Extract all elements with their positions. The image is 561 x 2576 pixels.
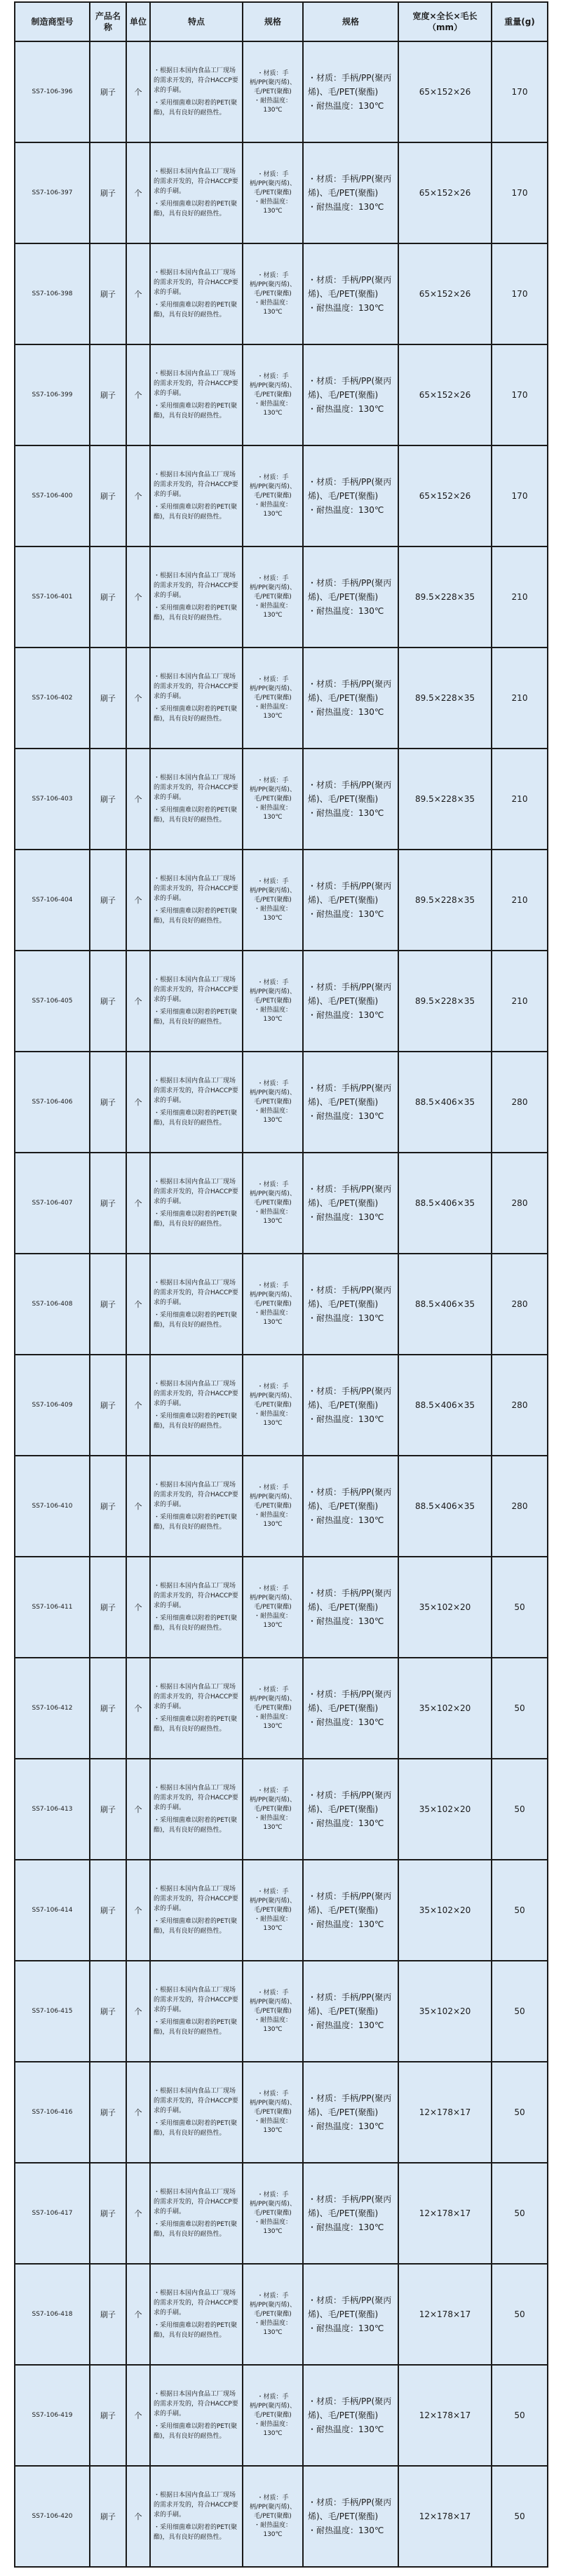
cell-features [150, 1456, 243, 1557]
cell-material: ・材质：手柄/PP(聚丙烯)、毛/PET(聚酯) ・耐热温度：130℃ [303, 546, 398, 648]
cell-features [150, 2163, 243, 2264]
cell-model-code: SS7-106-399 [15, 344, 90, 445]
cell-unit: 个 [126, 1355, 150, 1456]
cell-model-code: SS7-106-413 [15, 1759, 90, 1860]
table-row [15, 445, 548, 546]
cell-spec: ・材质：手柄/PP(聚丙烯)、毛/PET(聚酯) ・耐热温度：130℃ [243, 2163, 303, 2264]
cell-weight: 280 [492, 1456, 548, 1557]
cell-material: ・材质：手柄/PP(聚丙烯)、毛/PET(聚酯) ・耐热温度：130℃ [303, 1456, 398, 1557]
header-features: 特点 [150, 2, 243, 41]
table-row [15, 1355, 548, 1456]
cell-model-code: SS7-106-405 [15, 951, 90, 1052]
feature-haccp-text: ・根据日本国内食品工厂现场的需求开发的，符合HACCP要求的手刷。 [154, 2189, 238, 2215]
cell-product-name: 刷子 [90, 1860, 126, 1961]
cell-spec: ・材质：手柄/PP(聚丙烯)、毛/PET(聚酯) ・耐热温度：130℃ [243, 1153, 303, 1254]
cell-unit: 个 [126, 1456, 150, 1557]
cell-material: ・材质：手柄/PP(聚丙烯)、毛/PET(聚酯) ・耐热温度：130℃ [303, 243, 398, 344]
cell-product-name: 刷子 [90, 445, 126, 546]
header-dimensions: 宽度×全长×毛长（mm） [398, 2, 492, 41]
feature-haccp-text: ・根据日本国内食品工厂现场的需求开发的，符合HACCP要求的手刷。 [154, 2391, 238, 2417]
cell-material: ・材质：手柄/PP(聚丙烯)、毛/PET(聚酯) ・耐热温度：130℃ [303, 1052, 398, 1153]
cell-dimensions: 12×178×17 [398, 2062, 492, 2163]
table-row [15, 2062, 548, 2163]
cell-spec: ・材质：手柄/PP(聚丙烯)、毛/PET(聚酯) ・耐热温度：130℃ [243, 1658, 303, 1759]
cell-unit: 个 [126, 1557, 150, 1658]
cell-model-code: SS7-106-402 [15, 648, 90, 749]
cell-material: ・材质：手柄/PP(聚丙烯)、毛/PET(聚酯) ・耐热温度：130℃ [303, 1355, 398, 1456]
feature-pet-text: ・采用细菌难以附着的PET(聚酯)，具有良好的耐热性。 [154, 1615, 238, 1632]
cell-spec: ・材质：手柄/PP(聚丙烯)、毛/PET(聚酯) ・耐热温度：130℃ [243, 1254, 303, 1355]
cell-weight: 280 [492, 1153, 548, 1254]
cell-model-code: SS7-106-406 [15, 1052, 90, 1153]
table-row [15, 1961, 548, 2062]
feature-haccp-text: ・根据日本国内食品工厂现场的需求开发的，符合HACCP要求的手刷。 [154, 1583, 238, 1609]
cell-unit: 个 [126, 850, 150, 951]
cell-material: ・材质：手柄/PP(聚丙烯)、毛/PET(聚酯) ・耐热温度：130℃ [303, 2062, 398, 2163]
cell-weight: 210 [492, 850, 548, 951]
cell-features [150, 2466, 243, 2567]
cell-dimensions: 88.5×406×35 [398, 1153, 492, 1254]
table-body [15, 41, 548, 2567]
cell-spec: ・材质：手柄/PP(聚丙烯)、毛/PET(聚酯) ・耐热温度：130℃ [243, 344, 303, 445]
cell-model-code: SS7-106-416 [15, 2062, 90, 2163]
cell-model-code: SS7-106-407 [15, 1153, 90, 1254]
cell-spec: ・材质：手柄/PP(聚丙烯)、毛/PET(聚酯) ・耐热温度：130℃ [243, 2062, 303, 2163]
cell-model-code: SS7-106-398 [15, 243, 90, 344]
cell-dimensions: 35×102×20 [398, 1961, 492, 2062]
cell-unit: 个 [126, 344, 150, 445]
feature-pet-text: ・采用细菌难以附着的PET(聚酯)，具有良好的耐热性。 [154, 1817, 238, 1834]
table-row [15, 749, 548, 850]
cell-unit: 个 [126, 546, 150, 648]
cell-features [150, 1658, 243, 1759]
cell-unit: 个 [126, 2163, 150, 2264]
cell-model-code: SS7-106-411 [15, 1557, 90, 1658]
cell-spec: ・材质：手柄/PP(聚丙烯)、毛/PET(聚酯) ・耐热温度：130℃ [243, 1557, 303, 1658]
cell-spec: ・材质：手柄/PP(聚丙烯)、毛/PET(聚酯) ・耐热温度：130℃ [243, 546, 303, 648]
cell-material: ・材质：手柄/PP(聚丙烯)、毛/PET(聚酯) ・耐热温度：130℃ [303, 2466, 398, 2567]
feature-pet-text: ・采用细菌难以附着的PET(聚酯)，具有良好的耐热性。 [154, 1211, 238, 1228]
cell-dimensions: 12×178×17 [398, 2365, 492, 2466]
feature-haccp-text: ・根据日本国内食品工厂现场的需求开发的，符合HACCP要求的手刷。 [154, 1280, 238, 1306]
feature-pet-text: ・采用细菌难以附着的PET(聚酯)，具有良好的耐热性。 [154, 1110, 238, 1127]
table-row [15, 1658, 548, 1759]
cell-weight: 50 [492, 1658, 548, 1759]
cell-product-name: 刷子 [90, 2365, 126, 2466]
cell-material: ・材质：手柄/PP(聚丙烯)、毛/PET(聚酯) ・耐热温度：130℃ [303, 1658, 398, 1759]
cell-weight: 50 [492, 1860, 548, 1961]
feature-pet-text: ・采用细菌难以附着的PET(聚酯)，具有良好的耐热性。 [154, 302, 238, 318]
cell-unit: 个 [126, 749, 150, 850]
cell-features [150, 243, 243, 344]
cell-spec: ・材质：手柄/PP(聚丙烯)、毛/PET(聚酯) ・耐热温度：130℃ [243, 41, 303, 142]
cell-unit: 个 [126, 648, 150, 749]
cell-product-name: 刷子 [90, 2163, 126, 2264]
cell-dimensions: 12×178×17 [398, 2466, 492, 2567]
cell-material: ・材质：手柄/PP(聚丙烯)、毛/PET(聚酯) ・耐热温度：130℃ [303, 1557, 398, 1658]
cell-spec: ・材质：手柄/PP(聚丙烯)、毛/PET(聚酯) ・耐热温度：130℃ [243, 445, 303, 546]
feature-haccp-text: ・根据日本国内食品工厂现场的需求开发的，符合HACCP要求的手刷。 [154, 2492, 238, 2518]
cell-weight: 280 [492, 1355, 548, 1456]
feature-pet-text: ・采用细菌难以附着的PET(聚酯)，具有良好的耐热性。 [154, 2120, 238, 2137]
feature-pet-text: ・采用细菌难以附着的PET(聚酯)，具有良好的耐热性。 [154, 2221, 238, 2238]
feature-haccp-text: ・根据日本国内食品工厂现场的需求开发的，符合HACCP要求的手刷。 [154, 471, 238, 498]
cell-product-name: 刷子 [90, 2264, 126, 2365]
cell-product-name: 刷子 [90, 951, 126, 1052]
cell-dimensions: 35×102×20 [398, 1557, 492, 1658]
cell-dimensions: 35×102×20 [398, 1759, 492, 1860]
feature-pet-text: ・采用细菌难以附着的PET(聚酯)，具有良好的耐热性。 [154, 504, 238, 521]
cell-product-name: 刷子 [90, 850, 126, 951]
cell-material: ・材质：手柄/PP(聚丙烯)、毛/PET(聚酯) ・耐热温度：130℃ [303, 2264, 398, 2365]
feature-haccp-text: ・根据日本国内食品工厂现场的需求开发的，符合HACCP要求的手刷。 [154, 370, 238, 397]
cell-dimensions: 65×152×26 [398, 445, 492, 546]
cell-spec: ・材质：手柄/PP(聚丙烯)、毛/PET(聚酯) ・耐热温度：130℃ [243, 2466, 303, 2567]
cell-product-name: 刷子 [90, 243, 126, 344]
feature-pet-text: ・采用细菌难以附着的PET(聚酯)，具有良好的耐热性。 [154, 706, 238, 723]
feature-haccp-text: ・根据日本国内食品工厂现场的需求开发的，符合HACCP要求的手刷。 [154, 2290, 238, 2316]
table-row [15, 1153, 548, 1254]
cell-material: ・材质：手柄/PP(聚丙烯)、毛/PET(聚酯) ・耐热温度：130℃ [303, 41, 398, 142]
cell-product-name: 刷子 [90, 1153, 126, 1254]
table-row [15, 41, 548, 142]
cell-material: ・材质：手柄/PP(聚丙烯)、毛/PET(聚酯) ・耐热温度：130℃ [303, 1961, 398, 2062]
cell-weight: 210 [492, 648, 548, 749]
cell-material: ・材质：手柄/PP(聚丙烯)、毛/PET(聚酯) ・耐热温度：130℃ [303, 1153, 398, 1254]
cell-spec: ・材质：手柄/PP(聚丙烯)、毛/PET(聚酯) ・耐热温度：130℃ [243, 1355, 303, 1456]
table-row [15, 344, 548, 445]
table-row [15, 1860, 548, 1961]
cell-spec: ・材质：手柄/PP(聚丙烯)、毛/PET(聚酯) ・耐热温度：130℃ [243, 2365, 303, 2466]
cell-product-name: 刷子 [90, 1052, 126, 1153]
table-row [15, 1456, 548, 1557]
feature-pet-text: ・采用细菌难以附着的PET(聚酯)，具有良好的耐热性。 [154, 1918, 238, 1935]
cell-model-code: SS7-106-412 [15, 1658, 90, 1759]
cell-features [150, 648, 243, 749]
cell-spec: ・材质：手柄/PP(聚丙烯)、毛/PET(聚酯) ・耐热温度：130℃ [243, 951, 303, 1052]
feature-haccp-text: ・根据日本国内食品工厂现场的需求开发的，符合HACCP要求的手刷。 [154, 1381, 238, 1407]
feature-haccp-text: ・根据日本国内食品工厂现场的需求开发的，符合HACCP要求的手刷。 [154, 1886, 238, 1912]
cell-material: ・材质：手柄/PP(聚丙烯)、毛/PET(聚酯) ・耐热温度：130℃ [303, 749, 398, 850]
cell-model-code: SS7-106-415 [15, 1961, 90, 2062]
cell-weight: 170 [492, 344, 548, 445]
feature-pet-text: ・采用细菌难以附着的PET(聚酯)，具有良好的耐热性。 [154, 807, 238, 824]
cell-product-name: 刷子 [90, 2062, 126, 2163]
cell-model-code: SS7-106-408 [15, 1254, 90, 1355]
cell-features [150, 1052, 243, 1153]
cell-unit: 个 [126, 1052, 150, 1153]
cell-unit: 个 [126, 1153, 150, 1254]
cell-features [150, 749, 243, 850]
feature-haccp-text: ・根据日本国内食品工厂现场的需求开发的，符合HACCP要求的手刷。 [154, 977, 238, 1003]
cell-features [150, 951, 243, 1052]
table-header-row [15, 2, 548, 41]
cell-product-name: 刷子 [90, 1456, 126, 1557]
feature-haccp-text: ・根据日本国内食品工厂现场的需求开发的，符合HACCP要求的手刷。 [154, 269, 238, 296]
cell-model-code: SS7-106-396 [15, 41, 90, 142]
feature-pet-text: ・采用细菌难以附着的PET(聚酯)，具有良好的耐热性。 [154, 2322, 238, 2339]
cell-model-code: SS7-106-420 [15, 2466, 90, 2567]
cell-model-code: SS7-106-397 [15, 142, 90, 243]
table-row [15, 648, 548, 749]
table-row [15, 850, 548, 951]
cell-material: ・材质：手柄/PP(聚丙烯)、毛/PET(聚酯) ・耐热温度：130℃ [303, 951, 398, 1052]
cell-product-name: 刷子 [90, 1658, 126, 1759]
cell-product-name: 刷子 [90, 1355, 126, 1456]
cell-model-code: SS7-106-417 [15, 2163, 90, 2264]
feature-pet-text: ・采用细菌难以附着的PET(聚酯)，具有良好的耐热性。 [154, 2019, 238, 2036]
cell-spec: ・材质：手柄/PP(聚丙烯)、毛/PET(聚酯) ・耐热温度：130℃ [243, 142, 303, 243]
cell-features [150, 546, 243, 648]
feature-pet-text: ・采用细菌难以附着的PET(聚酯)，具有良好的耐热性。 [154, 403, 238, 420]
cell-features [150, 445, 243, 546]
cell-weight: 170 [492, 445, 548, 546]
header-unit: 单位 [126, 2, 150, 41]
cell-unit: 个 [126, 1759, 150, 1860]
feature-pet-text: ・采用细菌难以附着的PET(聚酯)，具有良好的耐热性。 [154, 1009, 238, 1026]
feature-haccp-text: ・根据日本国内食品工厂现场的需求开发的，符合HACCP要求的手刷。 [154, 1785, 238, 1811]
cell-product-name: 刷子 [90, 1961, 126, 2062]
table-row [15, 2163, 548, 2264]
cell-weight: 50 [492, 1961, 548, 2062]
cell-dimensions: 65×152×26 [398, 41, 492, 142]
feature-haccp-text: ・根据日本国内食品工厂现场的需求开发的，符合HACCP要求的手刷。 [154, 1987, 238, 2013]
cell-dimensions: 89.5×228×35 [398, 951, 492, 1052]
feature-haccp-text: ・根据日本国内食品工厂现场的需求开发的，符合HACCP要求的手刷。 [154, 67, 238, 94]
cell-weight: 210 [492, 546, 548, 648]
cell-dimensions: 89.5×228×35 [398, 749, 492, 850]
cell-spec: ・材质：手柄/PP(聚丙烯)、毛/PET(聚酯) ・耐热温度：130℃ [243, 850, 303, 951]
cell-dimensions: 89.5×228×35 [398, 546, 492, 648]
cell-dimensions: 65×152×26 [398, 344, 492, 445]
cell-product-name: 刷子 [90, 344, 126, 445]
cell-spec: ・材质：手柄/PP(聚丙烯)、毛/PET(聚酯) ・耐热温度：130℃ [243, 648, 303, 749]
cell-unit: 个 [126, 243, 150, 344]
cell-spec: ・材质：手柄/PP(聚丙烯)、毛/PET(聚酯) ・耐热温度：130℃ [243, 243, 303, 344]
feature-haccp-text: ・根据日本国内食品工厂现场的需求开发的，符合HACCP要求的手刷。 [154, 1684, 238, 1710]
cell-weight: 50 [492, 2062, 548, 2163]
cell-dimensions: 89.5×228×35 [398, 648, 492, 749]
feature-pet-text: ・采用细菌难以附着的PET(聚酯)，具有良好的耐热性。 [154, 605, 238, 622]
cell-dimensions: 12×178×17 [398, 2163, 492, 2264]
cell-spec: ・材质：手柄/PP(聚丙烯)、毛/PET(聚酯) ・耐热温度：130℃ [243, 749, 303, 850]
cell-features [150, 344, 243, 445]
cell-unit: 个 [126, 2365, 150, 2466]
cell-spec: ・材质：手柄/PP(聚丙烯)、毛/PET(聚酯) ・耐热温度：130℃ [243, 1052, 303, 1153]
header-weight: 重量(g) [492, 2, 548, 41]
cell-unit: 个 [126, 41, 150, 142]
cell-weight: 210 [492, 951, 548, 1052]
cell-unit: 个 [126, 2466, 150, 2567]
cell-product-name: 刷子 [90, 546, 126, 648]
cell-weight: 170 [492, 243, 548, 344]
feature-pet-text: ・采用细菌难以附着的PET(聚酯)，具有良好的耐热性。 [154, 1514, 238, 1531]
cell-model-code: SS7-106-403 [15, 749, 90, 850]
feature-pet-text: ・采用细菌难以附着的PET(聚酯)，具有良好的耐热性。 [154, 201, 238, 217]
feature-pet-text: ・采用细菌难以附着的PET(聚酯)，具有良好的耐热性。 [154, 908, 238, 925]
cell-unit: 个 [126, 1961, 150, 2062]
cell-product-name: 刷子 [90, 648, 126, 749]
feature-pet-text: ・采用细菌难以附着的PET(聚酯)，具有良好的耐热性。 [154, 1312, 238, 1329]
cell-unit: 个 [126, 951, 150, 1052]
table-row [15, 142, 548, 243]
cell-dimensions: 89.5×228×35 [398, 850, 492, 951]
cell-spec: ・材质：手柄/PP(聚丙烯)、毛/PET(聚酯) ・耐热温度：130℃ [243, 2264, 303, 2365]
cell-features [150, 1961, 243, 2062]
table-row [15, 1759, 548, 1860]
cell-product-name: 刷子 [90, 749, 126, 850]
product-spec-sheet [14, 1, 547, 2568]
cell-weight: 280 [492, 1254, 548, 1355]
cell-spec: ・材质：手柄/PP(聚丙烯)、毛/PET(聚酯) ・耐热温度：130℃ [243, 1456, 303, 1557]
cell-unit: 个 [126, 1658, 150, 1759]
feature-pet-text: ・采用细菌难以附着的PET(聚酯)，具有良好的耐热性。 [154, 1716, 238, 1733]
cell-weight: 210 [492, 749, 548, 850]
cell-weight: 50 [492, 2264, 548, 2365]
cell-features [150, 2365, 243, 2466]
feature-pet-text: ・采用细菌难以附着的PET(聚酯)，具有良好的耐热性。 [154, 100, 238, 116]
cell-spec: ・材质：手柄/PP(聚丙烯)、毛/PET(聚酯) ・耐热温度：130℃ [243, 1860, 303, 1961]
cell-dimensions: 65×152×26 [398, 243, 492, 344]
cell-model-code: SS7-106-419 [15, 2365, 90, 2466]
cell-features [150, 142, 243, 243]
cell-weight: 50 [492, 2365, 548, 2466]
feature-pet-text: ・采用细菌难以附着的PET(聚酯)，具有良好的耐热性。 [154, 2423, 238, 2440]
cell-dimensions: 65×152×26 [398, 142, 492, 243]
cell-material: ・材质：手柄/PP(聚丙烯)、毛/PET(聚酯) ・耐热温度：130℃ [303, 1254, 398, 1355]
cell-unit: 个 [126, 142, 150, 243]
cell-unit: 个 [126, 1860, 150, 1961]
feature-haccp-text: ・根据日本国内食品工厂现场的需求开发的，符合HACCP要求的手刷。 [154, 1179, 238, 1205]
cell-material: ・材质：手柄/PP(聚丙烯)、毛/PET(聚酯) ・耐热温度：130℃ [303, 445, 398, 546]
cell-features [150, 1860, 243, 1961]
cell-weight: 50 [492, 1759, 548, 1860]
cell-model-code: SS7-106-418 [15, 2264, 90, 2365]
cell-product-name: 刷子 [90, 1254, 126, 1355]
cell-unit: 个 [126, 1254, 150, 1355]
cell-weight: 50 [492, 2466, 548, 2567]
feature-haccp-text: ・根据日本国内食品工厂现场的需求开发的，符合HACCP要求的手刷。 [154, 2088, 238, 2114]
cell-material: ・材质：手柄/PP(聚丙烯)、毛/PET(聚酯) ・耐热温度：130℃ [303, 850, 398, 951]
cell-model-code: SS7-106-410 [15, 1456, 90, 1557]
cell-features [150, 1355, 243, 1456]
cell-model-code: SS7-106-404 [15, 850, 90, 951]
cell-material: ・材质：手柄/PP(聚丙烯)、毛/PET(聚酯) ・耐热温度：130℃ [303, 142, 398, 243]
header-spec: 规格 [243, 2, 303, 41]
cell-product-name: 刷子 [90, 41, 126, 142]
cell-features [150, 41, 243, 142]
cell-material: ・材质：手柄/PP(聚丙烯)、毛/PET(聚酯) ・耐热温度：130℃ [303, 344, 398, 445]
cell-product-name: 刷子 [90, 1557, 126, 1658]
feature-haccp-text: ・根据日本国内食品工厂现场的需求开发的，符合HACCP要求的手刷。 [154, 774, 238, 801]
feature-haccp-text: ・根据日本国内食品工厂现场的需求开发的，符合HACCP要求的手刷。 [154, 876, 238, 902]
cell-product-name: 刷子 [90, 1759, 126, 1860]
cell-weight: 50 [492, 1557, 548, 1658]
table-row [15, 1557, 548, 1658]
cell-spec: ・材质：手柄/PP(聚丙烯)、毛/PET(聚酯) ・耐热温度：130℃ [243, 1961, 303, 2062]
cell-features [150, 850, 243, 951]
feature-haccp-text: ・根据日本国内食品工厂现场的需求开发的，符合HACCP要求的手刷。 [154, 1482, 238, 1508]
cell-weight: 170 [492, 41, 548, 142]
cell-dimensions: 88.5×406×35 [398, 1355, 492, 1456]
cell-material: ・材质：手柄/PP(聚丙烯)、毛/PET(聚酯) ・耐热温度：130℃ [303, 2163, 398, 2264]
cell-material: ・材质：手柄/PP(聚丙烯)、毛/PET(聚酯) ・耐热温度：130℃ [303, 1759, 398, 1860]
cell-unit: 个 [126, 445, 150, 546]
cell-dimensions: 12×178×17 [398, 2264, 492, 2365]
cell-features [150, 1153, 243, 1254]
table-row [15, 1254, 548, 1355]
cell-features [150, 1759, 243, 1860]
product-table [14, 1, 548, 2568]
cell-dimensions: 35×102×20 [398, 1658, 492, 1759]
cell-dimensions: 88.5×406×35 [398, 1254, 492, 1355]
table-row [15, 546, 548, 648]
table-row [15, 243, 548, 344]
cell-product-name: 刷子 [90, 142, 126, 243]
cell-dimensions: 88.5×406×35 [398, 1456, 492, 1557]
feature-pet-text: ・采用细菌难以附着的PET(聚酯)，具有良好的耐热性。 [154, 2524, 238, 2541]
feature-haccp-text: ・根据日本国内食品工厂现场的需求开发的，符合HACCP要求的手刷。 [154, 1078, 238, 1104]
cell-model-code: SS7-106-401 [15, 546, 90, 648]
cell-material: ・材质：手柄/PP(聚丙烯)、毛/PET(聚酯) ・耐热温度：130℃ [303, 2365, 398, 2466]
table-row [15, 2264, 548, 2365]
header-material: 规格 [303, 2, 398, 41]
cell-features [150, 2062, 243, 2163]
cell-material: ・材质：手柄/PP(聚丙烯)、毛/PET(聚酯) ・耐热温度：130℃ [303, 648, 398, 749]
cell-product-name: 刷子 [90, 2466, 126, 2567]
table-row [15, 2466, 548, 2567]
table-row [15, 2365, 548, 2466]
cell-features [150, 1557, 243, 1658]
cell-model-code: SS7-106-414 [15, 1860, 90, 1961]
cell-weight: 170 [492, 142, 548, 243]
cell-dimensions: 35×102×20 [398, 1860, 492, 1961]
feature-pet-text: ・采用细菌难以附着的PET(聚酯)，具有良好的耐热性。 [154, 1413, 238, 1430]
header-name: 产品名称 [90, 2, 126, 41]
cell-model-code: SS7-106-409 [15, 1355, 90, 1456]
cell-unit: 个 [126, 2264, 150, 2365]
cell-features [150, 2264, 243, 2365]
feature-haccp-text: ・根据日本国内食品工厂现场的需求开发的，符合HACCP要求的手刷。 [154, 168, 238, 195]
feature-haccp-text: ・根据日本国内食品工厂现场的需求开发的，符合HACCP要求的手刷。 [154, 673, 238, 700]
feature-haccp-text: ・根据日本国内食品工厂现场的需求开发的，符合HACCP要求的手刷。 [154, 572, 238, 599]
cell-material: ・材质：手柄/PP(聚丙烯)、毛/PET(聚酯) ・耐热温度：130℃ [303, 1860, 398, 1961]
cell-weight: 280 [492, 1052, 548, 1153]
cell-weight: 50 [492, 2163, 548, 2264]
cell-features [150, 1254, 243, 1355]
table-row [15, 951, 548, 1052]
cell-model-code: SS7-106-400 [15, 445, 90, 546]
table-row [15, 1052, 548, 1153]
cell-unit: 个 [126, 2062, 150, 2163]
cell-spec: ・材质：手柄/PP(聚丙烯)、毛/PET(聚酯) ・耐热温度：130℃ [243, 1759, 303, 1860]
header-code: 制造商型号 [15, 2, 90, 41]
cell-dimensions: 88.5×406×35 [398, 1052, 492, 1153]
